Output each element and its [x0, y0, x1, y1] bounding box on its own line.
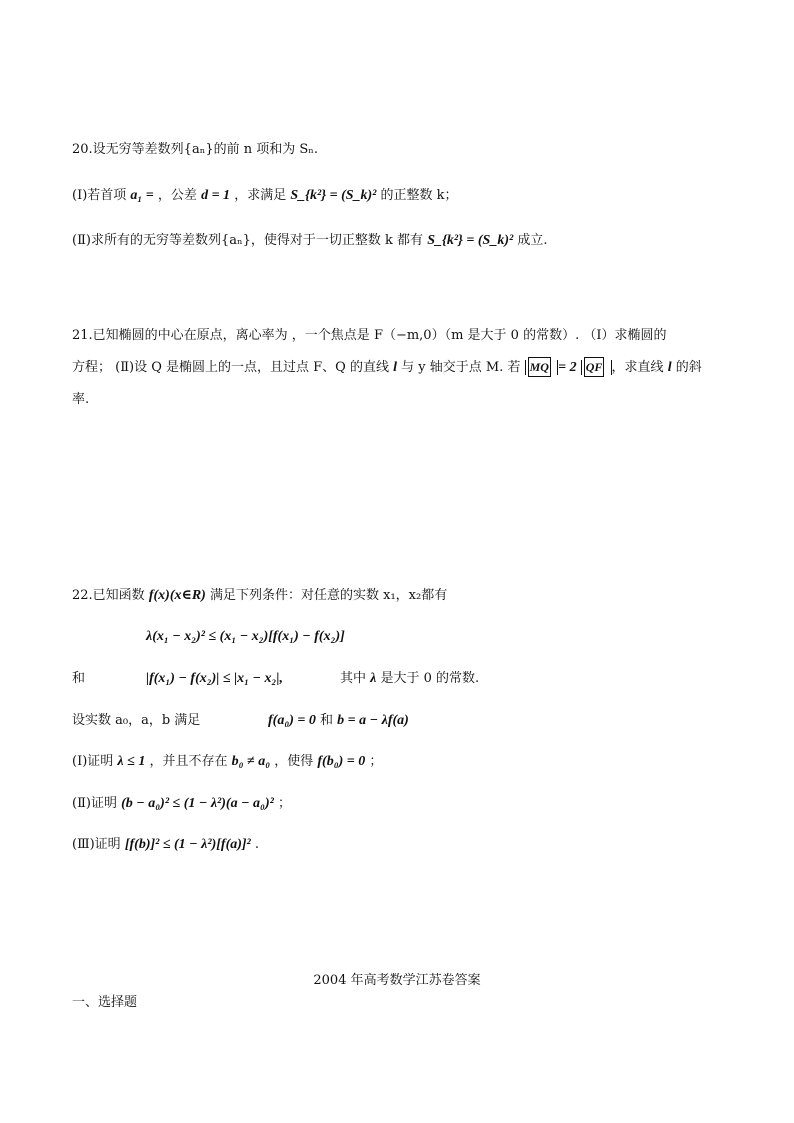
- q21-line2-text-b: 与 y 轴交于点 M. 若: [401, 360, 521, 375]
- q22-part2-text-a: (Ⅱ)证明: [72, 796, 117, 811]
- q21-line3: 率.: [72, 392, 90, 407]
- q22-part3-text-b: .: [254, 837, 260, 852]
- q22-part1-text-c: ，使得: [274, 754, 314, 769]
- q20-part2-formula: S_{k²} = (S_k)²: [427, 233, 514, 248]
- q20-title: 20.设无穷等差数列{aₙ}的前 n 项和为 Sₙ.: [72, 142, 319, 157]
- q22-intro-text-b: 满足下列条件：对任意的实数 x₁，x₂都有: [209, 588, 448, 603]
- q22-intro: [72, 587, 447, 605]
- q22-condition-1: λ(x₁ − x₂)² ≤ (x₁ − x₂)[f(x₁) − f(x₂)]: [146, 629, 345, 644]
- q20-part1-text-a: (Ⅰ)若首项: [72, 188, 127, 203]
- q21-line2-text-a: 方程； (Ⅱ)设 Q 是椭圆上的一点，且过点 F、Q 的直线: [72, 360, 389, 375]
- answers-section-heading: 一、选择题: [72, 995, 138, 1010]
- q22-he: 和: [72, 671, 86, 686]
- q20-part2-text-b: 成立.: [517, 233, 548, 248]
- q22-part2-text-b: ；: [277, 796, 291, 811]
- q20-part1-formula-d: d = 1: [201, 188, 231, 203]
- q22-part1-text-d: ；: [369, 754, 383, 769]
- q22-part1-text-a: (Ⅰ)证明: [72, 754, 114, 769]
- q22-part3: [72, 836, 259, 854]
- q21-equals-two: = 2: [558, 360, 577, 375]
- q22-part1-text-b: ，并且不存在: [149, 754, 228, 769]
- q21-line2-text-d: 的斜: [675, 360, 702, 375]
- q22-condition-2: |f(x₁) − f(x₂)| ≤ |x₁ − x₂|,: [146, 671, 283, 686]
- q21-line-l-2: l: [667, 360, 672, 375]
- q20-part1: [72, 187, 458, 205]
- q22-part2-formula: (b − a₀)² ≤ (1 − λ²)(a − a₀)²: [121, 796, 274, 811]
- q21-line2-text-c: ，求直线: [611, 360, 664, 375]
- q20-part1-text-b: ，公差: [157, 188, 197, 203]
- q20-part2: [72, 232, 548, 250]
- q22-part1: [72, 753, 382, 771]
- q21-line2: [72, 357, 702, 377]
- q22-part3-formula: [f(b)]² ≤ (1 − λ²)[f(a)]²: [124, 837, 251, 852]
- q22-part3-text-a: (Ⅲ)证明: [72, 837, 121, 852]
- q20-part1-text-d: 的正整数 k；: [380, 188, 458, 203]
- q22-where-lambda: λ: [370, 671, 377, 686]
- q22-let-and: 和: [320, 713, 334, 728]
- q21-line1: 21.已知椭圆的中心在原点，离心率为 ，一个焦点是 F（−m,0）（m 是大于 0 的常数）. （Ⅰ）求椭圆的: [72, 328, 667, 343]
- q20-part1-formula-s: S_{k²} = (S_k)²: [290, 188, 377, 203]
- q20-part1-formula-a1: a₁ =: [130, 188, 154, 203]
- q22-let-text: 设实数 a₀，a，b 满足: [72, 713, 201, 728]
- q22-part2: [72, 795, 291, 813]
- q22-let-formulas: [268, 712, 409, 730]
- q21-vector-mq: MQ: [528, 357, 551, 377]
- q20-part2-text-a: (Ⅱ)求所有的无穷等差数列{aₙ}，使得对于一切正整数 k 都有: [72, 233, 424, 248]
- q22-let-formula-1: f(a₀) = 0: [268, 713, 316, 728]
- q22-intro-text-a: 22.已知函数: [72, 588, 145, 603]
- q21-line-l: l: [393, 360, 398, 375]
- q21-vector-condition: [525, 360, 558, 375]
- q21-vector-condition-2: [581, 360, 612, 375]
- q22-part1-formula-3: f(b₀) = 0: [317, 754, 366, 769]
- q22-where-text-b: 是大于 0 的常数.: [380, 671, 480, 686]
- q20-part1-text-c: ，求满足: [234, 188, 287, 203]
- q22-intro-formula: f(x)(x∈R): [148, 588, 206, 603]
- q22-where: [340, 670, 479, 688]
- answers-title: 2004 年高考数学江苏卷答案: [313, 973, 481, 988]
- q22-let-formula-2: b = a − λf(a): [337, 713, 409, 728]
- q22-where-text-a: 其中: [340, 671, 367, 686]
- q22-part1-formula-1: λ ≤ 1: [117, 754, 146, 769]
- q21-vector-qf: QF: [584, 357, 605, 377]
- q22-part1-formula-2: b₀ ≠ a₀: [231, 754, 271, 769]
